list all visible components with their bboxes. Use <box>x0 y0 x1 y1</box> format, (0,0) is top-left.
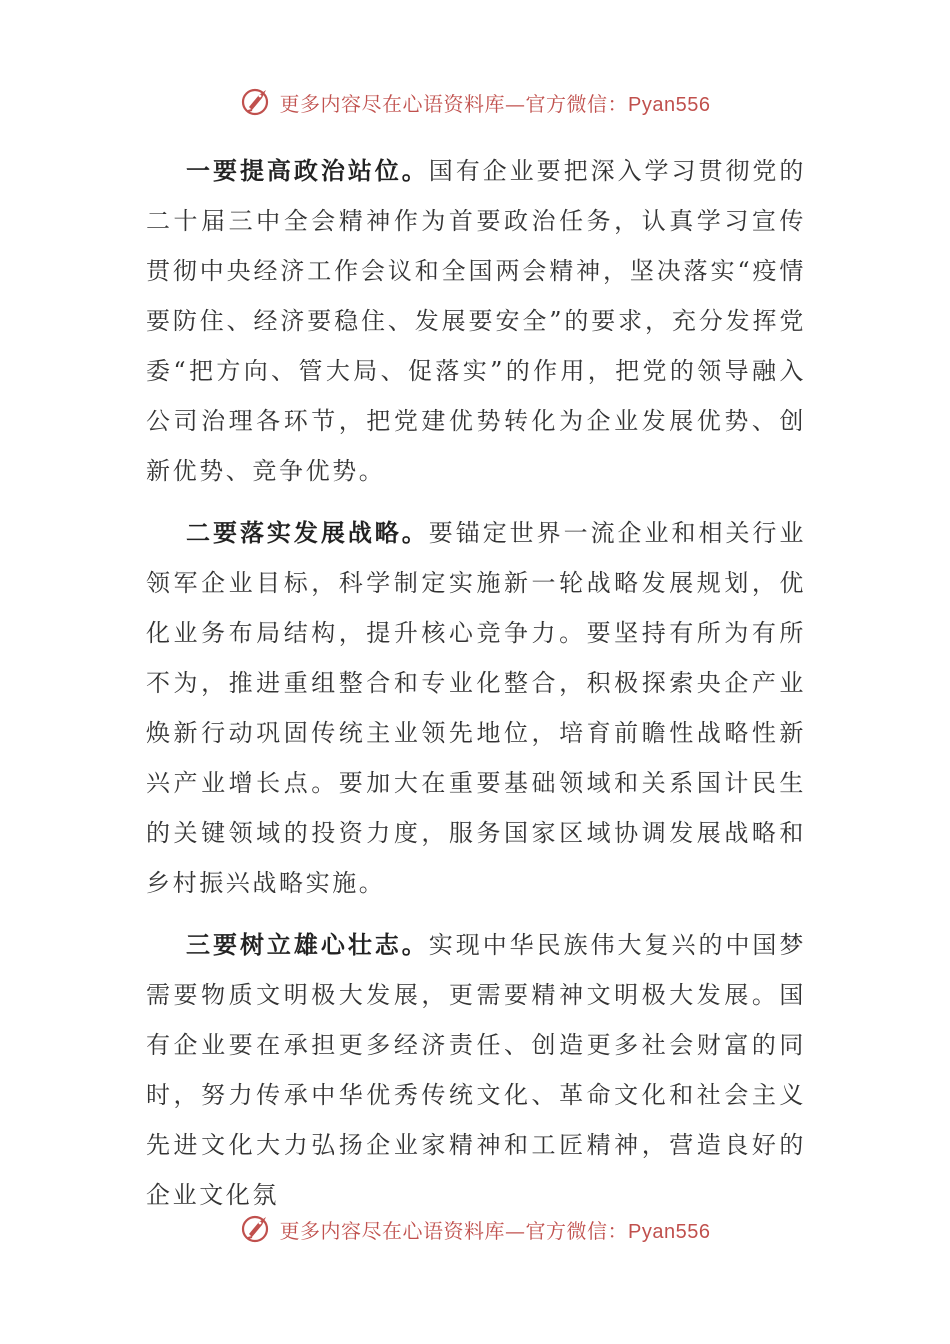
paragraph-1 <box>146 146 806 496</box>
footer-banner-text: 更多内容尽在心语资料库—官方微信：Pyan556 <box>279 1218 711 1243</box>
header-banner-text: 更多内容尽在心语资料库—官方微信：Pyan556 <box>279 91 711 116</box>
paragraph-text: 实现中华民族伟大复兴的中国梦需要物质文明极大发展，更需要精神文明极大发展。国有企业要在承担更多经济责任、创造更多社会财富的同时，努力传承中华优秀传统文化、革命文化和社会主义先进文化大力弘扬企业家精神和工匠精神，营造良好的企业文化氛 <box>146 931 806 1209</box>
wechat-id: Pyan556 <box>628 1220 711 1243</box>
wechat-id: Pyan556 <box>628 93 711 116</box>
paragraph-3 <box>146 920 806 1220</box>
paragraph-2 <box>146 508 806 908</box>
paragraph-heading: 二要落实发展战略。 <box>186 518 429 547</box>
paragraph-heading: 三要树立雄心壮志。 <box>186 930 429 959</box>
footer-banner <box>0 1209 950 1249</box>
document-body <box>146 146 806 1232</box>
pen-nib-logo-icon <box>240 85 274 119</box>
paragraph-text: 国有企业要把深入学习贯彻党的二十届三中全会精神作为首要政治任务，认真学习宣传贯彻中央经济工作会议和全国两会精神，坚决落实“疫情要防住、经济要稳住、发展要安全”的要求，充分发挥党委“把方向、管大局、促落实”的作用，把党的领导融入公司治理各环节，把党建优势转化为企业发展优势、创新优势、竞争优势。 <box>146 157 806 485</box>
pen-nib-logo-icon <box>240 1212 274 1246</box>
paragraph-heading: 一要提高政治站位。 <box>186 156 429 185</box>
paragraph-text: 要锚定世界一流企业和相关行业领军企业目标，科学制定实施新一轮战略发展规划，优化业务布局结构，提升核心竞争力。要坚持有所为有所不为，推进重组整合和专业化整合，积极探索央企产业焕新行动巩固传统主业领先地位，培育前瞻性战略性新兴产业增长点。要加大在重要基础领域和关系国计民生的关键领域的投资力度，服务国家区域协调发展战略和乡村振兴战略实施。 <box>146 519 806 897</box>
header-banner <box>0 82 950 122</box>
